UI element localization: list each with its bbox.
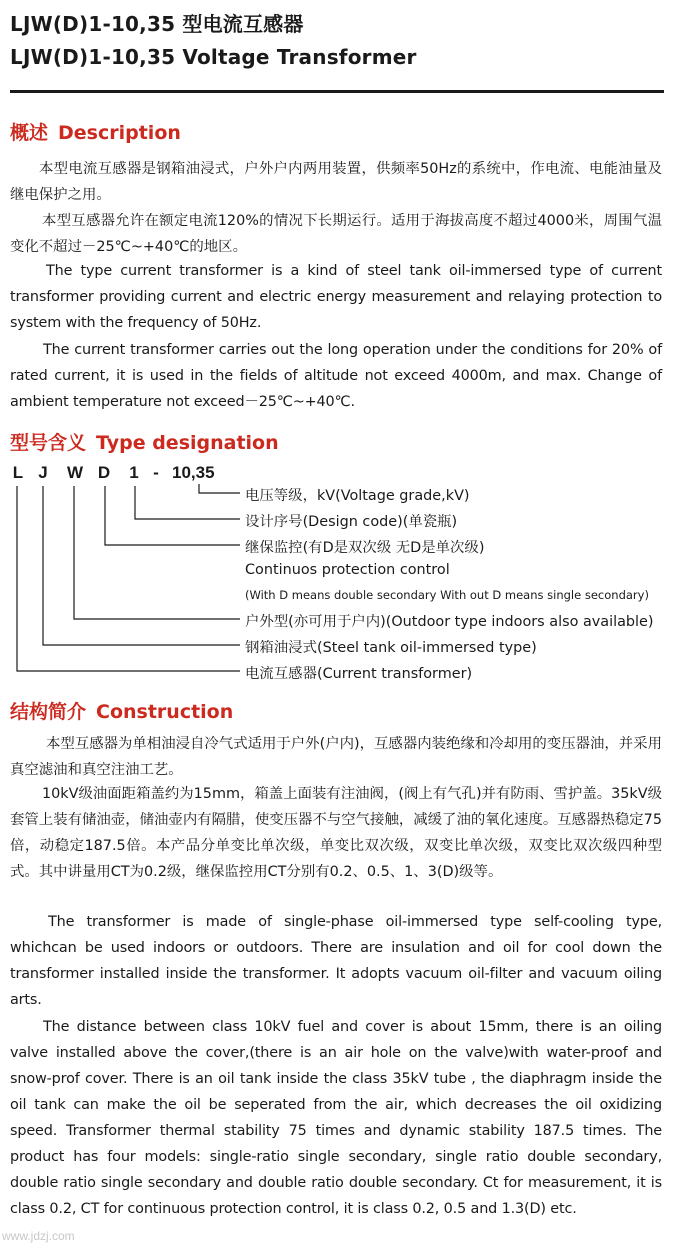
description-heading (10, 118, 181, 145)
leader-steel-tank (43, 486, 240, 645)
designation-heading-en: Type designation (96, 432, 279, 454)
code-number-1: 1 (129, 463, 139, 482)
code-voltage: 10,35 (172, 463, 215, 482)
code-letter-W: W (66, 463, 84, 482)
designation-heading-cn: 型号含义 (10, 432, 87, 454)
description-en-paragraph-2: The current transformer carries out the long operation under the conditions for 20% of rated current, it is used in the fields of altitude not exceed 4000m, and max. Change of ambient temperature not exceed－25℃~+40℃. (10, 342, 662, 410)
description-heading-cn: 概述 (10, 122, 49, 144)
construction-heading (10, 697, 233, 724)
construction-en-paragraph-2: The distance between class 10kV fuel and cover is about 15mm, there is an oiling valve installed above the cover,(there is an air hole on the valve)with water-proof and snow-prof cover. There is an oil tank inside the class 35kV tube , the diaphragm inside the oil tank can make the oil be seperated from the air, which decreases the oil oxidizing speed. Transformer thermal stability 75 times and dynamic stability 187.5 times. The product has four models: single-ratio single secondary, single ratio double secondary, double ratio single secondary and double ratio double secondary. Ct for measurement, it is class 0.2, CT for continuous protection control, it is class 0.2, 0.5 and 1.3(D) etc. (10, 1019, 662, 1217)
designation-protection-en: Continuos protection control (245, 562, 450, 578)
leader-voltage (199, 484, 240, 493)
title-chinese: LJW(D)1-10,35 型电流互感器 (10, 12, 304, 36)
designation-steel-tank: 钢箱油浸式(Steel tank oil-immersed type) (245, 640, 537, 656)
designation-protection-note: (With D means double secondary With out D means single secondary) (245, 588, 649, 602)
description-en-paragraph-1: The type current transformer is a kind of steel tank oil-immersed type of current transformer providing current and electric energy measurement and relaying protection to system with the frequency of 50Hz. (10, 263, 662, 331)
watermark: www.jdzj.com (2, 1229, 75, 1243)
code-letter-D: D (97, 463, 111, 482)
designation-design-code: 设计序号(Design code)(单瓷瓶) (245, 514, 458, 530)
code-letter-J: J (38, 463, 48, 482)
description-heading-en: Description (58, 122, 181, 144)
code-dash: - (153, 463, 159, 482)
leader-outdoor (74, 486, 240, 619)
leader-current-transformer (17, 486, 240, 671)
designation-voltage-grade: 电压等级，kV(Voltage grade,kV) (245, 488, 470, 504)
construction-en-paragraph-1: The transformer is made of single-phase oil-immersed type self-cooling type, whichcan be used indoors or outdoors. There are insulation and oil for cool down the transformer installed inside the transformer. It adopts vacuum oil-filter and vacuum oiling arts. (10, 914, 662, 1008)
description-cn-paragraph-2: 本型互感器允许在额定电流120%的情况下长期运行。适用于海拔高度不超过4000米，周围气温变化不超过－25℃~+40℃的地区。 (10, 213, 662, 255)
leader-protection (105, 486, 240, 545)
designation-protection-cn: 继保监控(有D是双次级 无D是单次级) (245, 540, 485, 556)
construction-cn-paragraph-2: 10kV级油面距箱盖约为15mm，箱盖上面装有注油阀，(阀上有气孔)并有防雨、雪护盖。35kV级套管上装有储油壶，储油壶内有隔腊，使变压器不与空气接触，减缓了油的氧化速度。互感器热稳定75倍，动稳定187.5倍。本产品分单变比单次级，单变比双次级，双变比单次级，双变比双次级四种型式。其中讲量用CT为0.2级，继保监控用CT分别有0.2、0.5、1、3(D)级等。 (10, 786, 662, 880)
title-english: LJW(D)1-10,35 Voltage Transformer (10, 45, 417, 69)
designation-outdoor-type: 户外型(亦可用于户内)(Outdoor type indoors also available) (245, 614, 654, 630)
code-letter-L: L (12, 463, 24, 482)
leader-design-code (135, 486, 240, 519)
construction-cn-paragraph-1: 本型互感器为单相油浸自冷气式适用于户外(户内)，互感器内装绝缘和冷却用的变压器油，并采用真空滤油和真空注油工艺。 (10, 736, 662, 778)
designation-current-transformer: 电流互感器(Current transformer) (245, 666, 473, 682)
designation-heading (10, 428, 279, 455)
construction-heading-cn: 结构简介 (10, 701, 87, 723)
header-rule (10, 90, 664, 93)
construction-heading-en: Construction (96, 701, 234, 723)
description-cn-paragraph-1: 本型电流互感器是钢箱油浸式，户外户内两用装置，供频率50Hz的系统中，作电流、电能油量及继电保护之用。 (10, 161, 662, 203)
